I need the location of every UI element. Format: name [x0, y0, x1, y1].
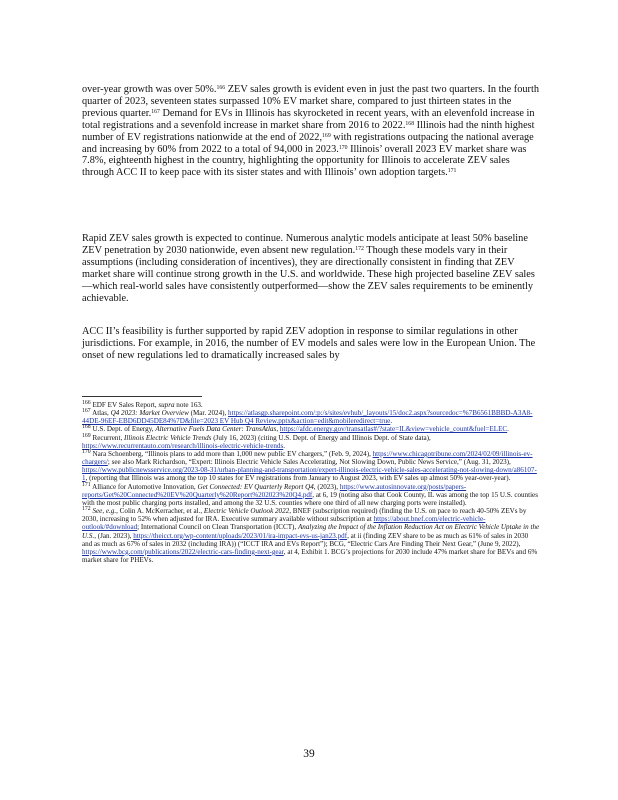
citation-link[interactable]: https://about.bnef.com/electric-vehicle-outlook/#download: [82, 515, 486, 532]
text-run: Rapid ZEV sales growth is expected to continue. Numerous analytic models anticipate at least 50% baseline ZEV penetration by 2030 nationwide, even absent new regulation.: [82, 233, 528, 256]
citation-link[interactable]: https://afdc.energy.gov/transatlas#/?state=IL&view=vehicle_count&fuel=ELEC: [279, 425, 508, 434]
footnote-ref[interactable]: 168: [82, 424, 91, 431]
text-run: Illinois had the ninth highest number of EV registrations nationwide at the end of 2022,: [82, 119, 535, 143]
text-run: Demand for EVs in Illinois has skyrocketed in recent years, with an elevenfold increase in total registrations and a sevenfold increase in market share from 2016 to 2022.: [82, 107, 535, 131]
text-run: .: [283, 441, 286, 450]
cited-title: supra: [158, 401, 175, 409]
footnote-ref[interactable]: 167: [151, 108, 160, 115]
footnote-ref[interactable]: 170: [82, 448, 91, 455]
text-run: ZEV sales growth is evident even in just the past two quarters. In the fourth quarter of 2023, seventeen states surpassed 10% EV market share, compared to just thirteen states in the previous quarter.: [82, 84, 539, 119]
text-run: .: [507, 425, 509, 434]
cited-title: Analyzing the Impact of the Inflation Reduction Act on Electric Vehicle Uptake in the U.S.: [82, 523, 540, 540]
citation-link[interactable]: https://www.autosinnovate.org/posts/papers-reports/Get%20Connected%20EV%20Quarterly%20Report%202023%20Q4.pdf: [82, 482, 467, 499]
cited-title: See, e.g.: [92, 507, 117, 516]
page-number: 39: [303, 748, 315, 760]
citation-link[interactable]: https://theicct.org/wp-content/uploads/2023/01/ira-impact-evs-us-jan23.pdf: [133, 531, 348, 540]
body-paragraph-1: [82, 84, 540, 179]
text-run: ACC II’s feasibility is further supported by rapid ZEV adoption in response to similar regulations in other jurisdictions. For example, in 2016, the number of EV models and sales were low in the European Union. The onset of new regulations led to dramatically increased sales by: [82, 326, 536, 361]
footnote-ref[interactable]: 172: [355, 245, 364, 252]
cited-title: Get Connected: EV Quarterly Report Q4: [197, 482, 314, 491]
footnote: [82, 409, 540, 425]
text-run: note 163.: [174, 401, 203, 409]
citation-link[interactable]: https://www.bcg.com/publications/2022/electric-cars-finding-next-gear: [82, 547, 284, 556]
citation-link[interactable]: https://atlasgp.sharepoint.com/:p:/s/sites/evhub/_layouts/15/doc2.aspx?sourcedoc=%7B6561BBBD-A3A8-44DE-96EF-EBD6DD45DE84%7D&file=2023 EV Hub Q4 Review.pptx&action=edit&mobileredirect=true: [82, 409, 533, 426]
text-run: .: [390, 417, 393, 426]
body-paragraph-2: [82, 233, 540, 304]
text-run: Atlas,: [90, 409, 111, 418]
footnote: [82, 425, 540, 433]
footnotes-section: [82, 401, 540, 564]
footnote: [82, 434, 540, 450]
footnote-divider: [82, 396, 202, 397]
text-run: Though these models vary in their assumptions (including consideration of incentives), they are directionally consistent in finding that ZEV market share will continue strong growth in the U.S. and worldwide. These high projected baseline ZEV sales—which real-world sales have consistently outperformed—show the ZEV sales requirements to be eminently achievable.: [82, 244, 535, 304]
citation-link[interactable]: https://www.recurrentauto.com/research/illinois-electric-vehicle-trends: [82, 441, 284, 450]
cited-title: Electric Vehicle Outlook 2022: [203, 507, 290, 516]
footnote-ref[interactable]: 170: [338, 144, 348, 151]
footnote-ref[interactable]: 171: [447, 168, 457, 175]
text-run: , at 4, Exhibit 1. BCG’s projections for 2030 include 47% market share for BEVs and 6% market share for PHEVs.: [82, 547, 538, 564]
cited-title: Illinois Electric Vehicle Trends: [124, 433, 212, 442]
cited-title: Q4 2023: Market Overview: [110, 409, 189, 418]
text-run: U.S. Dept. of Energy,: [90, 425, 156, 434]
text-run: , BNEF (subscription required) (finding the U.S. on pace to reach 40-50% ZEVs by 2030, increasing to 52% when adjusted for IRA. Executive summary available without subscription at: [82, 507, 527, 524]
cited-title: Alternative Fuels Data Center: TransAtlas: [155, 425, 277, 434]
footnote-ref[interactable]: 169: [82, 432, 91, 439]
text-run: , (Jan. 2023),: [94, 531, 134, 540]
footnote-ref[interactable]: 167: [82, 408, 91, 415]
footnote: [82, 450, 540, 483]
text-run: Illinois’ overall 2023 EV market share was 7.8%, eighteenth highest in the country, highlighting the opportunity for Illinois to accelerate ZEV sales through ACC II to keep pace with its sister states and with Illinois’ own adoption targets.: [82, 143, 527, 179]
citation-link[interactable]: https://www.chicagotribune.com/2024/02/09/illinois-ev-chargers/: [82, 449, 533, 467]
footnote-ref[interactable]: 168: [405, 120, 415, 127]
text-run: , (2023),: [313, 482, 340, 491]
text-run: (Mar. 2024),: [188, 409, 229, 418]
text-run: EDF EV Sales Report,: [90, 401, 159, 409]
text-run: , (reporting that Illinois was among the top 10 states for EV registrations from January to August 2023, with EV sales up almost 50% year-over-year).: [85, 474, 511, 483]
text-run: over-year growth was over 50%.: [82, 84, 217, 95]
footnote-ref[interactable]: 169: [322, 132, 331, 139]
citation-link[interactable]: https://www.publicnewsservice.org/2023-08-31/urban-planning-and-transportation/expert-illinois-electric-vehicle-sales-accelerating-not-slowing-down/a86107-1: [82, 466, 537, 483]
footnote-ref[interactable]: 172: [82, 506, 91, 513]
text-run: , at 6, 19 (noting also that Cook County, IL was among the top 15 U.S. counties with the most public charging ports installed, and among the 32 U.S. counties where one third of all new charging ports were installed).: [82, 490, 538, 507]
text-run: , Colin A. McKerracher, et al.,: [116, 507, 204, 516]
footnote: [82, 507, 540, 564]
text-run: with registrations outpacing the national average and increasing by 60% from 2022 to a total of 94,000 in 2023.: [82, 131, 534, 155]
text-run: , at ii (finding ZEV share to be as much as 61% of sales in 2030 and as much as 67% of sales in 2032 (including IRA)) (“ICCT IRA and EVs Report”); BCG, “Electric Cars Are Finding Their Next Gear,” (June 9, 2022),: [82, 531, 529, 548]
footnote: [82, 483, 540, 507]
text-run: (July 16, 2023) (citing U.S. Dept. of Energy and Illinois Dept. of State data),: [211, 433, 431, 442]
text-run: Nara Schoenberg, “Illinois plans to add more than 1,000 new public EV chargers,” (Feb. 9, 2024),: [90, 449, 373, 458]
text-run: Alliance for Automotive Innovation,: [90, 482, 198, 491]
text-run: ; International Council on Clean Transportation (ICCT),: [137, 523, 298, 532]
text-run: Recurrent,: [90, 433, 124, 442]
footnote-ref[interactable]: 166: [82, 400, 91, 406]
text-run: ,: [276, 425, 280, 434]
footnote: [82, 401, 540, 409]
footnote-ref[interactable]: 166: [216, 85, 226, 91]
text-run: ; see also Mark Richardson, “Expert: Illinois Electric Vehicle Sales Accelerating, Not Slowing Down, Public News Service,” (Aug. 31, 2023),: [107, 458, 511, 467]
body-paragraph-3: [82, 326, 540, 362]
footnote-ref[interactable]: 171: [82, 481, 91, 488]
